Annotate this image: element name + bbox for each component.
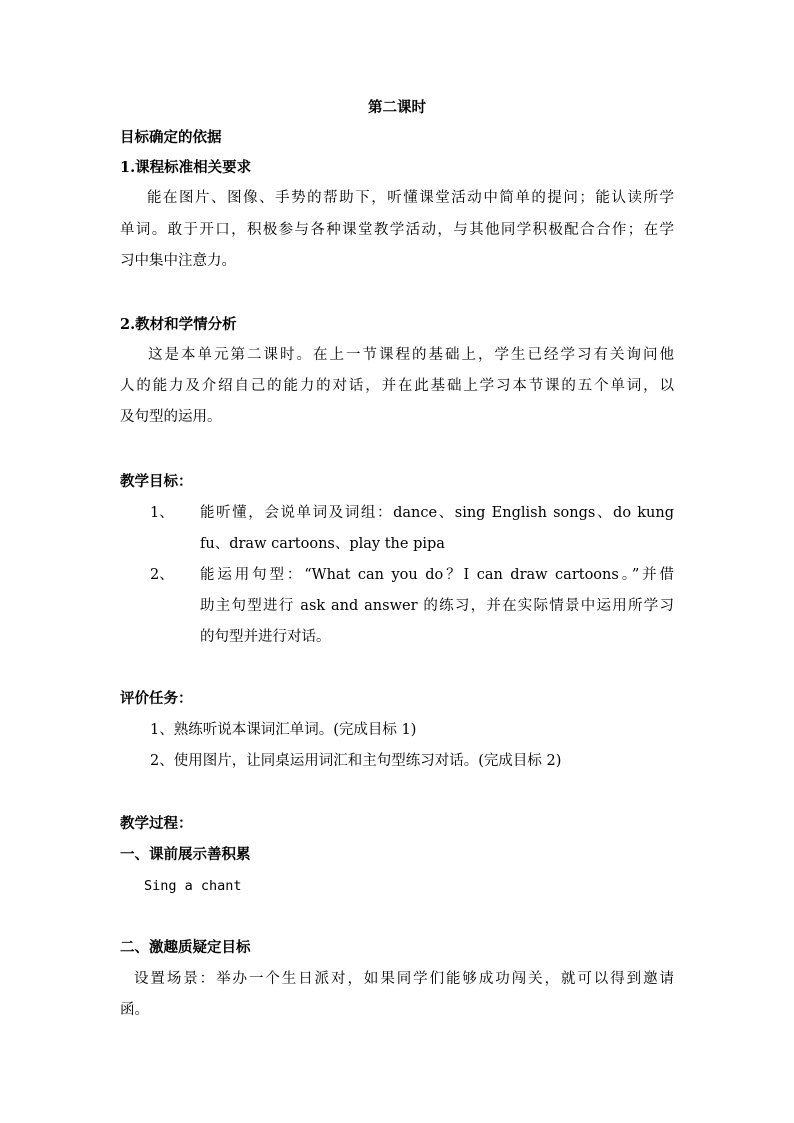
step-2-para-line-1: 设置场景：举办一个生日派对，如果同学们能够成功闯关，就可以得到邀请 [134, 971, 674, 987]
goal-1-number: 1、 [150, 505, 174, 521]
subsection-1-para-line-3: 习中集中注意力。 [120, 253, 236, 269]
subsection-1-heading: 1.课程标准相关要求 [120, 159, 252, 176]
goals-heading: 教学目标： [120, 473, 193, 490]
step-1-text: Sing a chant [144, 878, 242, 894]
process-heading: 教学过程： [120, 815, 193, 832]
step-1-heading: 一、课前展示善积累 [120, 846, 251, 863]
subsection-2-para-line-3: 及句型的运用。 [120, 409, 222, 425]
eval-item-1: 1、熟练听说本课词汇单词。(完成目标 1) [150, 722, 417, 738]
goal-2-line-2: 助主句型进行 ask and answer 的练习，并在实际情景中运用所学习 [200, 598, 674, 614]
eval-item-2: 2、使用图片，让同桌运用词汇和主句型练习对话。(完成目标 2) [150, 753, 562, 769]
subsection-2-para-line-2: 人的能力及介绍自己的能力的对话，并在此基础上学习本节课的五个单词，以 [120, 378, 674, 394]
goal-1-line-2: fu、draw cartoons、play the pipa [200, 536, 445, 552]
lesson-title: 第二课时 [368, 99, 426, 116]
section-basis-heading: 目标确定的依据 [120, 129, 222, 146]
subsection-2-heading: 2.教材和学情分析 [120, 316, 237, 333]
goal-2-line-3: 的句型并进行对话。 [200, 629, 331, 645]
step-2-para-line-2: 函。 [120, 1002, 149, 1018]
goal-2-number: 2、 [150, 567, 174, 583]
goal-1-line-1: 能听懂，会说单词及词组：dance、sing English songs、do kung [200, 505, 674, 521]
step-2-heading: 二、激趣质疑定目标 [120, 939, 251, 956]
subsection-1-para-line-2: 单词。敢于开口，积极参与各种课堂教学活动，与其他同学积极配合合作；在学 [120, 222, 674, 238]
goal-2-line-1: 能运用句型：“What can you do？I can draw cartoons。”并借 [200, 567, 674, 583]
eval-heading: 评价任务： [120, 690, 193, 707]
subsection-2-para-line-1: 这是本单元第二课时。在上一节课程的基础上，学生已经学习有关询问他 [148, 347, 674, 363]
subsection-1-para-line-1: 能在图片、图像、手势的帮助下，听懂课堂活动中简单的提问；能认读所学 [147, 190, 674, 206]
